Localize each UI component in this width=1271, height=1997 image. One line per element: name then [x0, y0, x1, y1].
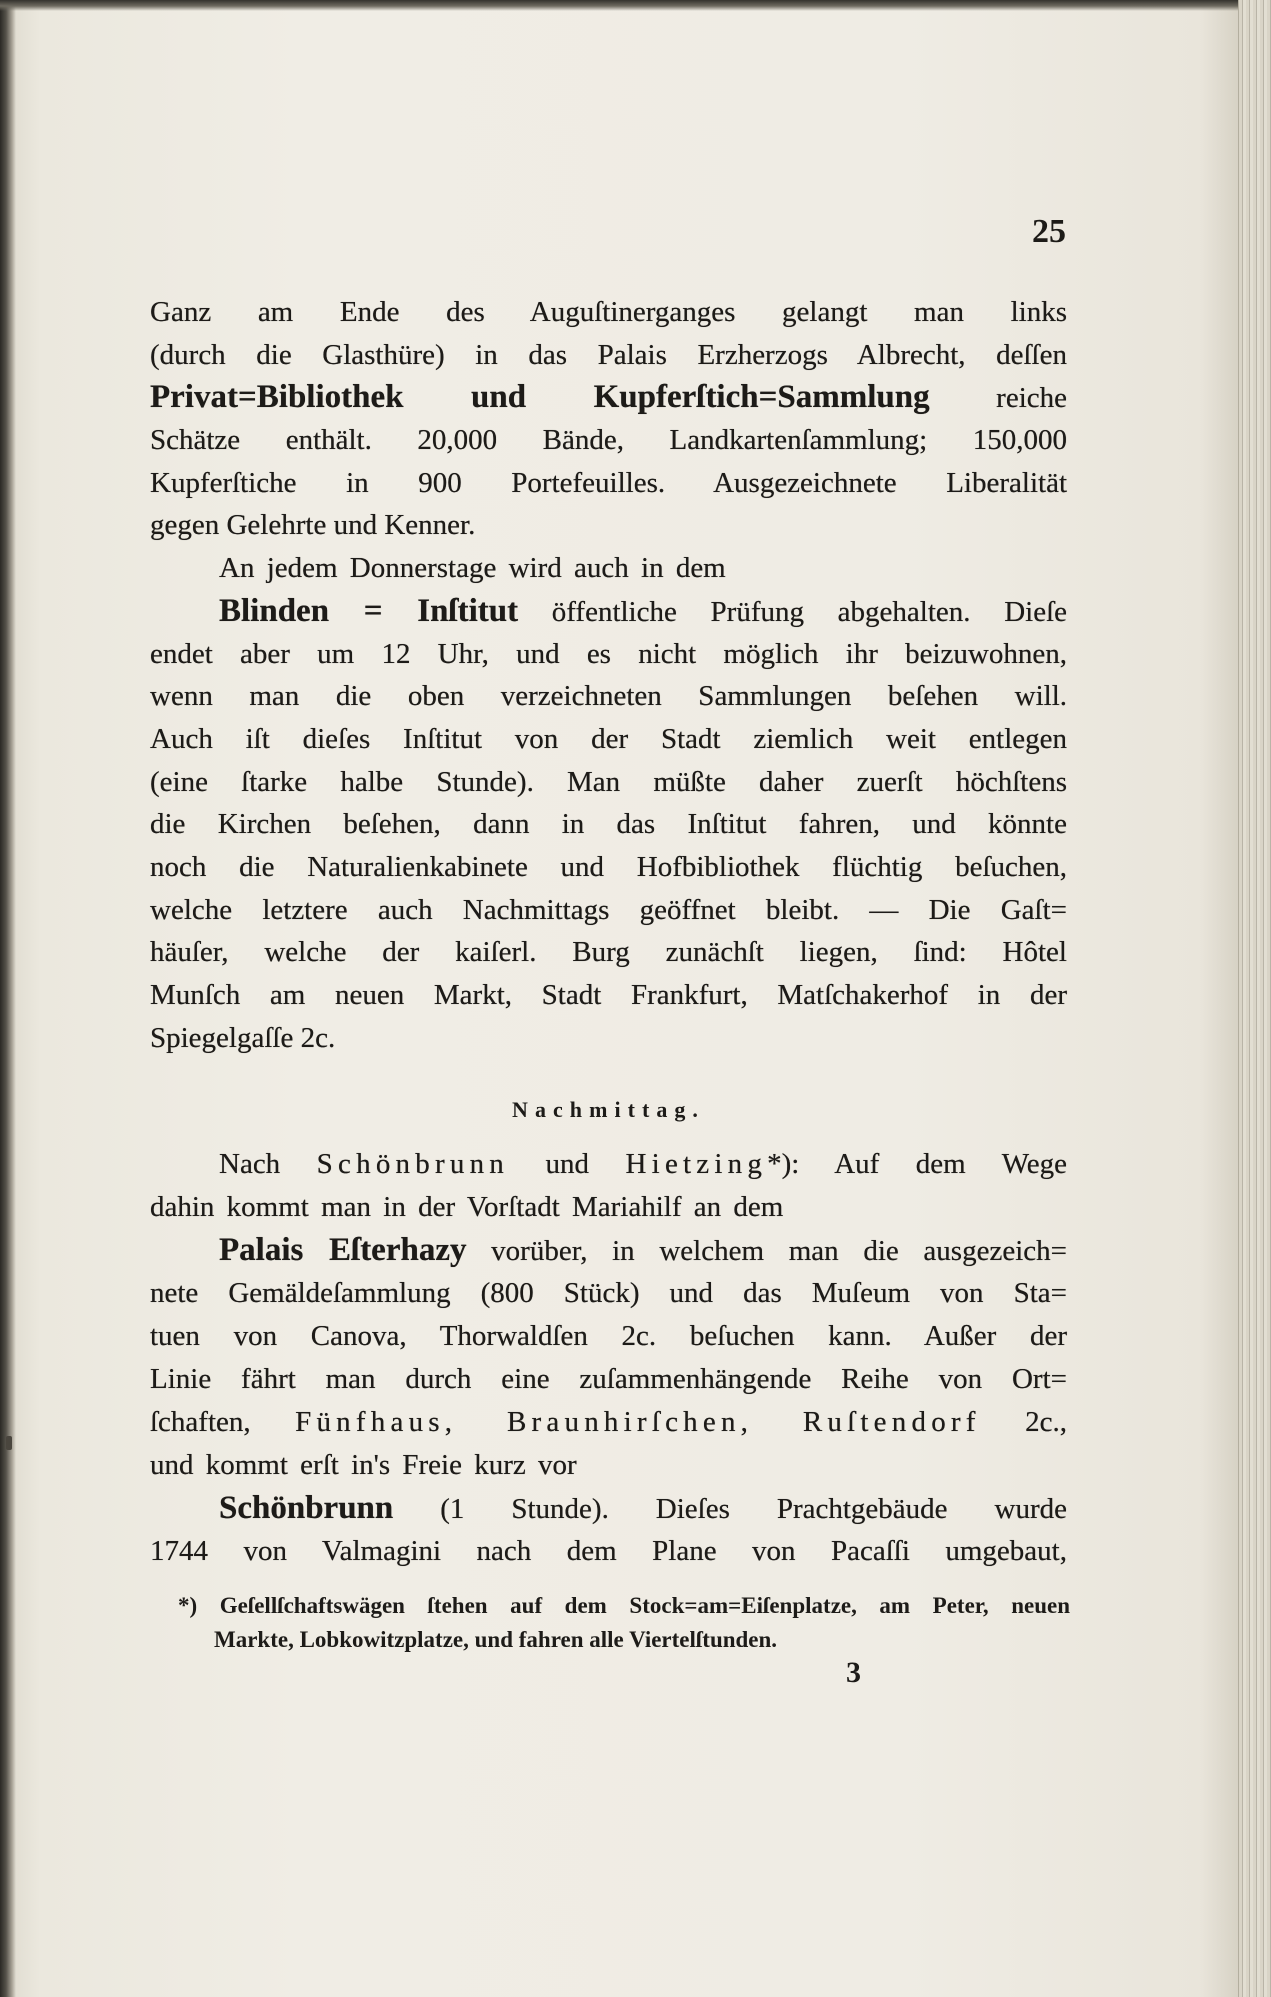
main-text-block: [150, 1143, 1067, 1573]
line-text: (eine ſtarke halbe Stunde). Man müßte daher zuerſt höchſtens: [150, 765, 1067, 798]
text-line: [150, 334, 1067, 377]
text-line: [150, 675, 1067, 718]
main-text-block: [150, 291, 1067, 1059]
binding-thread: [6, 1436, 12, 1450]
line-text: vorüber, in welchem man die ausgezeich=: [466, 1235, 1067, 1267]
line-text: An jedem Donnerstage wird auch in dem: [219, 552, 726, 585]
text-line: [150, 590, 1067, 633]
line-text: dahin kommt man in der Vorſtadt Mariahilf an dem: [150, 1191, 784, 1223]
text-line: [150, 889, 1067, 932]
bold-term: Palais Eſterhazy: [219, 1232, 467, 1268]
line-text: Munſch am neuen Markt, Stadt Frankfurt, Matſchakerhof in der: [150, 979, 1067, 1011]
text-line: [150, 547, 1067, 590]
line-text: Linie fährt man durch eine zuſammenhängende Reihe von Ort=: [150, 1363, 1067, 1395]
line-text: ſchaften,: [150, 1406, 296, 1438]
line-text: welche letztere auch Nachmittags geöffnet bleibt. — Die Gaſt=: [150, 893, 1067, 926]
page-top-edge: [0, 0, 1271, 11]
text-line: [150, 931, 1067, 974]
text-line: [150, 504, 1067, 547]
line-text: noch die Naturalienkabinete und Hofbibliothek flüchtig beſuchen,: [150, 850, 1067, 883]
line-text: Schätze enthält. 20,000 Bände, Landkartenſammlung; 150,000: [150, 424, 1067, 457]
line-text: (durch die Glasthüre) in das Palais Erzherzogs Albrecht, deſſen: [150, 338, 1067, 371]
text-line: [150, 462, 1067, 505]
section-heading: Nachmittag.: [512, 1097, 705, 1122]
text-line: [150, 419, 1067, 462]
text-line: [150, 718, 1067, 761]
line-text: 2c.,: [980, 1406, 1067, 1438]
text-line: [150, 761, 1067, 804]
line-text: nete Gemäldeſammlung (800 Stück) und das Muſeum von Sta=: [150, 1277, 1067, 1309]
line-text: die Kirchen beſehen, dann in das Inſtitut fahren, und könnte: [150, 808, 1067, 841]
line-text: endet aber um 12 Uhr, und es nicht möglich ihr beizuwohnen,: [150, 637, 1067, 670]
bold-term: Blinden = Inſtitut: [219, 592, 519, 629]
line-text: und: [509, 1148, 626, 1180]
text-line: [150, 846, 1067, 889]
text-line: [150, 1017, 1067, 1060]
text-line: [150, 1530, 1067, 1573]
text-line: [150, 1143, 1067, 1186]
spaced-term: Schönbrunn: [316, 1148, 510, 1180]
text-line: [150, 1487, 1067, 1530]
line-text: wenn man die oben verzeichneten Sammlungen beſehen will.: [150, 680, 1067, 713]
bold-term: Schönbrunn: [219, 1490, 394, 1526]
text-line: [150, 1444, 1067, 1487]
signature-mark: 3: [846, 1656, 861, 1689]
line-text: 1744 von Valmagini nach dem Plane von Pacaſſi umgebaut,: [150, 1535, 1067, 1567]
text-line: [150, 1358, 1067, 1401]
line-text: Nach: [219, 1148, 317, 1180]
footnote: [178, 1589, 1070, 1657]
bold-term: Privat=Bibliothek und Kupferſtich=Sammlung: [150, 379, 930, 416]
line-text: (1 Stunde). Dieſes Prachtgebäude wurde: [393, 1493, 1067, 1525]
line-text: Spiegelgaſſe 2c.: [150, 1021, 336, 1054]
text-line: [150, 291, 1067, 334]
line-text: öffentliche Prüfung abgehalten. Dieſe: [518, 595, 1068, 628]
spaced-term: Fünfhaus, Braunhirſchen, Ruſtendorf: [295, 1406, 981, 1438]
footnote-line: Markte, Lobkowitzplatze, und fahren alle Viertelſtunden.: [214, 1627, 778, 1652]
line-text: Kupferſtiche in 900 Portefeuilles. Ausgezeichnete Liberalität: [150, 466, 1067, 499]
text-line: [150, 803, 1067, 846]
page-fore-edge: [1238, 0, 1271, 1997]
line-text: tuen von Canova, Thorwaldſen 2c. beſuchen kann. Außer der: [150, 1320, 1067, 1352]
line-text: häuſer, welche der kaiſerl. Burg zunächſt liegen, ſind: Hôtel: [150, 936, 1067, 969]
line-text: *): Auf dem Wege: [767, 1148, 1067, 1180]
line-text: Auch iſt dieſes Inſtitut von der Stadt ziemlich weit entlegen: [150, 722, 1067, 755]
text-line: [150, 376, 1067, 419]
page-number: 25: [1032, 213, 1066, 250]
footnote-line: *) Geſellſchaftswägen ſtehen auf dem Stock=am=Eiſenplatze, am Peter, neuen: [178, 1593, 1070, 1618]
line-text: und kommt erſt in's Freie kurz vor: [150, 1449, 577, 1481]
text-line: [150, 1229, 1067, 1272]
line-text: Ganz am Ende des Auguſtinerganges gelangt man links: [150, 296, 1067, 328]
text-line: [150, 1401, 1067, 1444]
text-line: [150, 633, 1067, 676]
line-text: gegen Gelehrte und Kenner.: [150, 509, 476, 542]
text-line: [150, 1315, 1067, 1358]
text-line: [150, 1186, 1067, 1229]
line-text: reiche: [929, 382, 1067, 415]
text-line: [150, 1272, 1067, 1315]
spaced-term: Hietzing: [625, 1148, 768, 1180]
text-line: [150, 974, 1067, 1017]
book-binding-edge: [0, 0, 16, 1997]
